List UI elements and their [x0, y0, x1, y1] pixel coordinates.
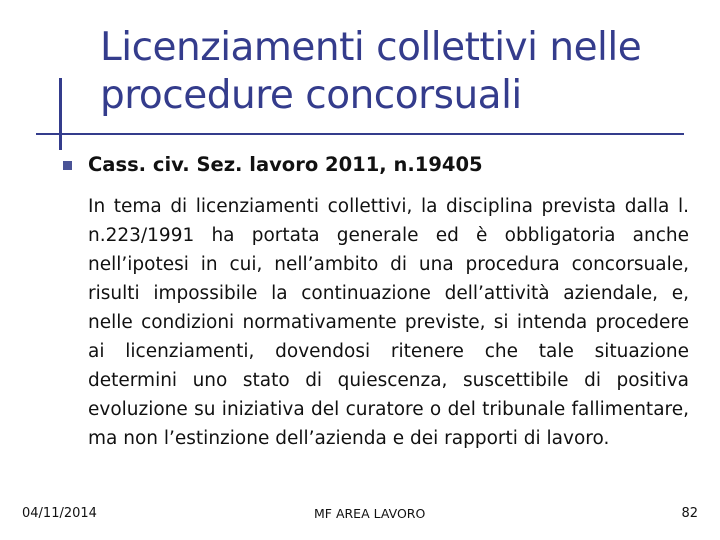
footer-date: 04/11/2014: [22, 506, 97, 521]
slide-title-line-1: Licenziamenti collettivi nelle: [100, 25, 642, 70]
bullet-heading: Cass. civ. Sez. lavoro 2011, n.19405: [88, 153, 483, 176]
slide-title: [100, 24, 690, 120]
footer-center-text: MF AREA LAVORO: [314, 506, 426, 521]
bullet-body-text: In tema di licenziamenti collettivi, la disciplina prevista dalla l. n.223/1991 ha portata generale ed è obbligatoria anche nell’ipotesi in cui, nell’ambito di una procedura concorsuale, risulti impossibile la continuazione dell’attività aziendale, e, nelle condizioni normativamente previste, si intenda procedere ai licenziamenti, dovendosi ritenere che tale situazione determini uno stato di quiescenza, suscettibile di positiva evoluzione su iniziativa del curatore o del tribunale fallimentare, ma non l’estinzione dell’azienda e dei rapporti di lavoro.: [88, 196, 689, 449]
vertical-rule: [59, 78, 62, 150]
footer-page-number: 82: [681, 506, 698, 521]
square-bullet-icon: [63, 161, 72, 170]
slide-title-line-2: procedure concorsuali: [100, 73, 522, 118]
horizontal-rule: [36, 133, 684, 135]
